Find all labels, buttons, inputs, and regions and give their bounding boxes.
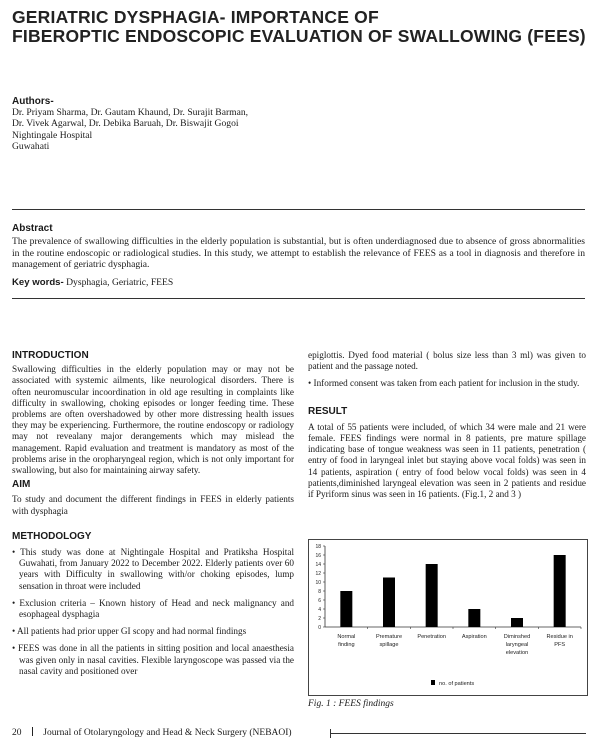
divider-top — [12, 209, 585, 210]
affiliation-line: Guwahati — [12, 141, 50, 153]
methodology-bullet: • This study was done at Nightingale Hospital and Pratiksha Hospital Guwahati, from January 2022 to December 2022. Elderly patients over 60 years with Difficulty in swallowing with/or choking episodes, lump sensation in throat were included — [12, 547, 294, 591]
keywords-text: Dysphagia, Geriatric, FEES — [63, 277, 174, 288]
page-number: 20 — [12, 728, 22, 738]
y-tick-label: 4 — [318, 607, 321, 613]
y-tick-label: 18 — [315, 544, 321, 550]
paper-title — [12, 8, 592, 46]
x-tick-label: PFS — [554, 642, 566, 648]
title-line-2: FIBEROPTIC ENDOSCOPIC EVALUATION OF SWALLOWING (FEES) — [12, 26, 586, 46]
x-tick-label: Residue in — [546, 634, 573, 640]
abstract-text: The prevalence of swallowing difficulties in the elderly population is substantial, but is often underdiagnosed due to absence of gross abnormalities in the routine endoscopic or radiological studies. In this study, we attempt to establish the relevance of FEES as a tool in diagnosis and therefore in management of geriatric dysphagia. — [12, 236, 585, 271]
abstract-heading: Abstract — [12, 223, 53, 234]
y-tick-label: 6 — [318, 598, 321, 604]
introduction-text: Swallowing difficulties in the elderly population may or may not be associated with systemic ailments, like neurological disorders. There is often neuromuscular incoordination in old age resulting in complaints like difficulty in swallowing, choking episodes or longer feeding time. These problems are often overshadowed by other more distressing health issues they may be experiencing. Furthermore, the routine endoscopy or radiology may not revealany major derangements which may mislead the management. Rapid evaluation and treatment is mandatory as most of the problems arise in the oropharyngeal region, which is not only important for swallowing, but also for maintaining airway safety. — [12, 364, 294, 476]
title-line-1: GERIATRIC DYSPHAGIA- IMPORTANCE OF — [12, 7, 379, 27]
methodology-continued: epiglottis. Dyed food material ( bolus size less than 3 ml) was given to patient and the passage noted. — [308, 350, 586, 372]
methodology-bullet: • Exclusion criteria – Known history of Head and neck malignancy and esophageal dysphagia — [12, 597, 295, 620]
journal-name: Journal of Otolaryngology and Head & Neck Surgery (NEBAOI) — [43, 728, 292, 738]
x-tick-label: elevation — [505, 650, 529, 656]
fees-findings-chart — [308, 539, 588, 696]
footer-separator — [32, 727, 33, 736]
footer-rule-tick — [330, 729, 331, 738]
authors-block — [12, 107, 248, 153]
author-line: Dr. Vivek Agarwal, Dr. Debika Baruah, Dr. Biswajit Gogoi — [12, 118, 239, 130]
affiliation-line: Nightingale Hospital — [12, 129, 93, 141]
y-tick-label: 0 — [318, 625, 321, 631]
x-tick-label: Diminshed — [503, 634, 531, 640]
result-heading: RESULT — [308, 405, 348, 417]
chart-svg — [309, 540, 587, 695]
consent-bullet: • Informed consent was taken from each patient for inclusion in the study. — [308, 378, 580, 389]
x-tick-label: Normal — [337, 634, 356, 640]
y-tick-label: 14 — [315, 562, 321, 568]
divider-bottom — [12, 298, 585, 299]
result-text: A total of 55 patients were included, of which 34 were male and 21 were female. FEES findings were normal in 8 patients, pre mature spillage indicating base of tongue weakness was seen in 11 patients, penetration ( entry of food in laryngeal inlet but staying above vocal folds) was seen in 14 patients, aspiration ( entry of food below vocal folds) was seen in 4 patients,diminished laryngeal elevation was seen in 2 patients and residue if Pyriform sinus was seen in 16 patients. (Fig.1, 2 and 3 ) — [308, 421, 586, 500]
aim-text: To study and document the different findings in FEES in elderly patients with dysphagia — [12, 494, 294, 516]
bar — [511, 618, 523, 627]
bar — [468, 609, 480, 627]
x-tick-label: laryngeal — [505, 642, 529, 648]
x-tick-label: finding — [338, 642, 355, 648]
right-column — [308, 350, 586, 500]
x-tick-label: Penetration — [417, 634, 446, 640]
bar — [383, 578, 395, 628]
legend-swatch — [431, 680, 435, 685]
footer — [12, 727, 292, 738]
left-column — [12, 350, 294, 683]
y-tick-label: 16 — [315, 553, 321, 559]
x-tick-label: Aspiration — [461, 634, 487, 640]
bar — [426, 564, 438, 627]
y-tick-label: 10 — [315, 580, 321, 586]
bar — [340, 591, 352, 627]
x-tick-label: spillage — [379, 642, 399, 648]
author-line: Dr. Priyam Sharma, Dr. Gautam Khaund, Dr. Surajit Barman, — [12, 107, 249, 118]
aim-heading: AIM — [12, 479, 31, 491]
keywords — [12, 277, 173, 288]
authors-heading: Authors- — [12, 96, 54, 107]
methodology-bullet: • All patients had prior upper GI scopy and had normal findings — [12, 626, 247, 637]
footer-rule — [330, 733, 586, 734]
bar — [554, 555, 566, 627]
methodology-heading: METHODOLOGY — [12, 530, 92, 542]
y-tick-label: 2 — [318, 616, 321, 622]
x-tick-label: Premature — [375, 634, 403, 640]
y-tick-label: 8 — [318, 589, 321, 595]
methodology-bullet: • FEES was done in all the patients in sitting position and local anaesthesia was given only in nasal cavities. Flexible laryngoscope was passed via the nasal cavity and positioned over — [12, 643, 294, 676]
figure-caption: Fig. 1 : FEES findings — [308, 699, 394, 709]
keywords-label: Key words- — [12, 277, 64, 288]
legend-label: no. of patients — [439, 681, 475, 687]
y-tick-label: 12 — [315, 571, 321, 577]
introduction-heading: INTRODUCTION — [12, 350, 89, 361]
